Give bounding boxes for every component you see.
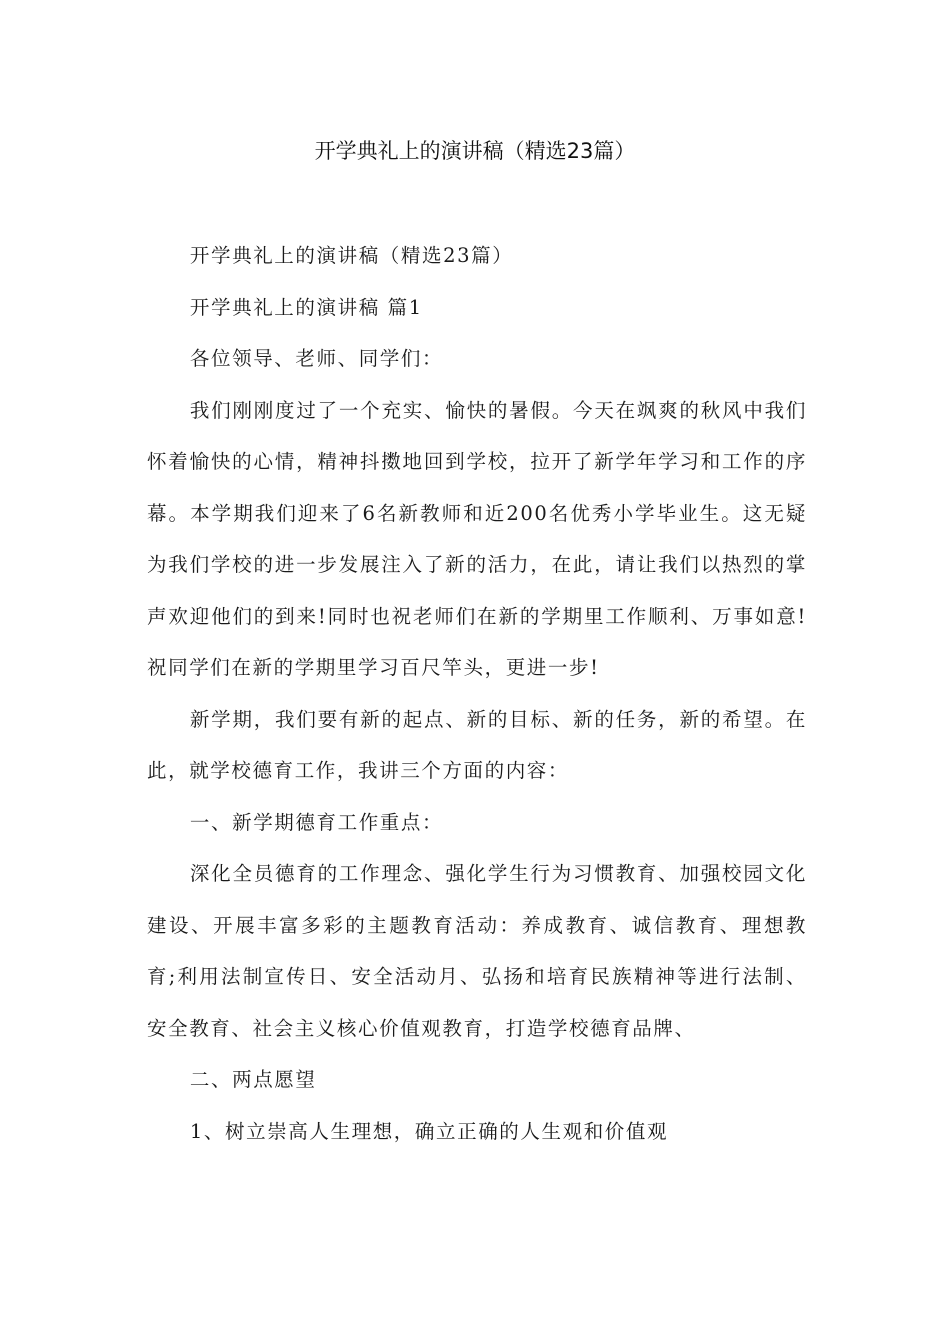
document-title: 开学典礼上的演讲稿（精选23篇） <box>314 139 636 163</box>
paragraph-opening: 我们刚刚度过了一个充实、愉快的暑假。今天在飒爽的秋风中我们怀着愉快的心情，精神抖擞地回到学校，拉开了新学年学习和工作的序幕。本学期我们迎来了6名新教师和近200名优秀小学毕业生。这无疑为我们学校的进一步发展注入了新的活力，在此，请让我们以热烈的掌声欢迎他们的到来!同时也祝老师们在新的学期里工作顺利、万事如意!祝同学们在新的学期里学习百尺竿头，更进一步! <box>147 398 807 679</box>
paragraph-section-heading: 开学典礼上的演讲稿 篇1 <box>189 295 423 319</box>
paragraph-moral-education: 深化全员德育的工作理念、强化学生行为习惯教育、加强校园文化建设、开展丰富多彩的主题教育活动：养成教育、诚信教育、理想教育;利用法制宣传日、安全活动月、弘扬和培育民族精神等进行法制、安全教育、社会主义核心价值观教育，打造学校德育品牌、 <box>147 862 807 1040</box>
paragraph-salutation: 各位领导、老师、同学们： <box>189 347 444 370</box>
paragraph-item-one: 1、树立崇高人生理想，确立正确的人生观和价值观 <box>189 1119 669 1143</box>
paragraph-heading-two: 二、两点愿望 <box>189 1068 317 1091</box>
paragraph-heading-one: 一、新学期德育工作重点： <box>189 810 444 834</box>
paragraph-new-semester: 新学期，我们要有新的起点、新的目标、新的任务，新的希望。在此，就学校德育工作，我讲三个方面的内容： <box>147 707 807 782</box>
paragraph-subtitle: 开学典礼上的演讲稿（精选23篇） <box>189 244 514 267</box>
document-body <box>147 230 807 1157</box>
